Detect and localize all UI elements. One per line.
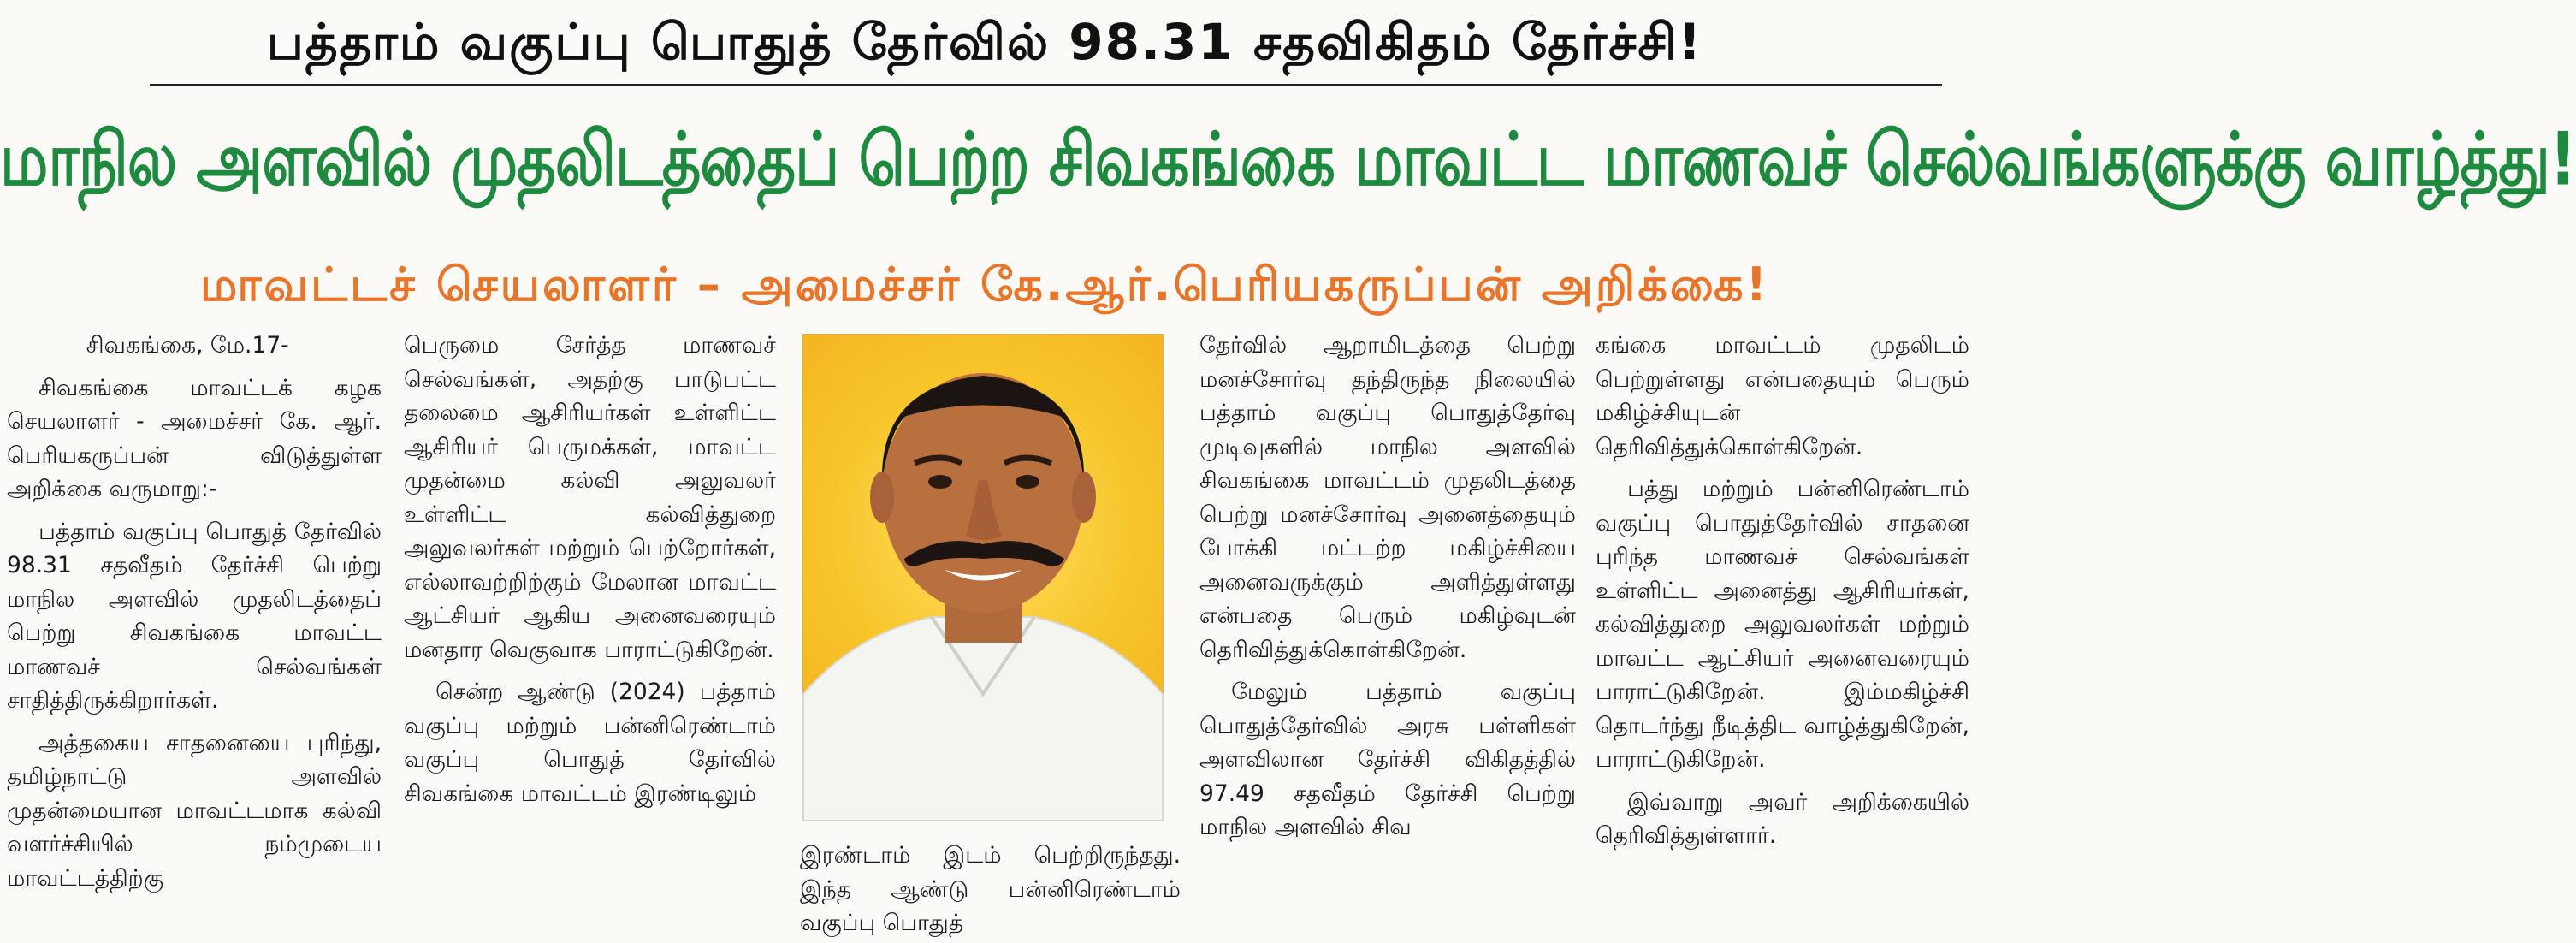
main-headline: மாநில அளவில் முதலிடத்தைப் பெற்ற சிவகங்கை மாவட்ட மாணவச் செல்வங்களுக்கு வாழ்த்து! bbox=[0, 116, 2576, 203]
paragraph: பத்தாம் வகுப்பு பொதுத் தேர்வில் 98.31 சதவீதம் தேர்ச்சி பெற்று மாநில அளவில் முதலிடத்தைப் பெற்று சிவகங்கை மாவட்ட மாணவச் செல்வங்கள் சாதித்திருக்கிறார்கள். bbox=[7, 518, 382, 714]
headline-divider bbox=[150, 84, 1942, 86]
portrait-photo bbox=[802, 334, 1164, 821]
paragraph: சென்ற ஆண்டு (2024) பத்தாம் வகுப்பு மற்றும் பன்னிரெண்டாம் வகுப்பு பொதுத் தேர்வில் சிவகங்கை மாவட்டம் இரண்டிலும் bbox=[404, 679, 776, 807]
article-column-3 bbox=[800, 839, 1181, 940]
article-column-5 bbox=[1596, 329, 1969, 862]
paragraph: பத்து மற்றும் பன்னிரெண்டாம் வகுப்பு பொதுத்தேர்வில் சாதனை புரிந்த மாணவச் செல்வங்கள் உள்ளிட்ட அனைத்து ஆசிரியர்கள், கல்வித்துறை அலுவலர்கள் மற்றும் மாவட்ட ஆட்சியர் அனைவரையும் பாராட்டுகிறேன். இம்மகிழ்ச்சி தொடர்ந்து நீடித்திட வாழ்த்துகிறேன், பாராட்டுகிறேன். bbox=[1596, 476, 1969, 773]
paragraph: அத்தகைய சாதனையை புரிந்து, தமிழ்நாட்டு அளவில் முதன்மையான மாவட்டமாக கல்வி வளர்ச்சியில் நம்முடைய மாவட்டத்திற்கு bbox=[7, 729, 382, 892]
dateline: சிவகங்கை, மே.17- bbox=[86, 332, 289, 359]
sub-headline: மாவட்டச் செயலாளர் – அமைச்சர் கே.ஆர்.பெரியகருப்பன் அறிக்கை! bbox=[199, 258, 1770, 311]
paragraph: தேர்வில் ஆறாமிடத்தை பெற்று மனச்சோர்வு தந்திருந்த நிலையில் பத்தாம் வகுப்பு பொதுத்தேர்வு முடிவுகளில் மாநில அளவில் சிவகங்கை மாவட்டம் முதலிடத்தை பெற்று மனச்சோர்வு அனைத்தையும் போக்கி மட்டற்ற மகிழ்ச்சியை அனைவருக்கும் அளித்துள்ளது என்பதை பெரும் மகிழ்வுடன் தெரிவித்துக்கொள்கிறேன். bbox=[1199, 332, 1576, 663]
paragraph: மேலும் பத்தாம் வகுப்பு பொதுத்தேர்வில் அரசு பள்ளிகள் அளவிலான தேர்ச்சி விகிதத்தில் 97.49 சதவீதம் தேர்ச்சி பெற்று மாநில அளவில் சிவ bbox=[1199, 679, 1576, 840]
article-column-4 bbox=[1199, 329, 1576, 853]
top-headline: பத்தாம் வகுப்பு பொதுத் தேர்வில் 98.31 சதவிகிதம் தேர்ச்சி! bbox=[266, 13, 1703, 71]
article-column-1 bbox=[7, 329, 382, 904]
paragraph: கங்கை மாவட்டம் முதலிடம் பெற்றுள்ளது என்பதையும் பெரும் மகிழ்ச்சியுடன் தெரிவித்துக்கொள்கிறேன். bbox=[1596, 332, 1969, 460]
paragraph: சிவகங்கை மாவட்டக் கழக செயலாளர் - அமைச்சர் கே. ஆர். பெரியகருப்பன் விடுத்துள்ள அறிக்கை வருமாறு:- bbox=[7, 374, 382, 502]
paragraph: பெருமை சேர்த்த மாணவச் செல்வங்கள், அதற்கு பாடுபட்ட தலைமை ஆசிரியர்கள் உள்ளிட்ட ஆசிரியர் பெருமக்கள், மாவட்ட முதன்மை கல்வி அலுவலர் உள்ளிட்ட கல்வித்துறை அலுவலர்கள் மற்றும் பெற்றோர்கள், எல்லாவற்றிற்கும் மேலான மாவட்ட ஆட்சியர் ஆகிய அனைவரையும் மனதார வெகுவாக பாராட்டுகிறேன். bbox=[404, 332, 776, 663]
paragraph: இவ்வாறு அவர் அறிக்கையில் தெரிவித்துள்ளார். bbox=[1596, 788, 1969, 849]
article-column-2 bbox=[404, 329, 776, 819]
portrait-photo-icon bbox=[803, 335, 1163, 821]
paragraph: இரண்டாம் இடம் பெற்றிருந்தது. இந்த ஆண்டு பன்னிரெண்டாம் வகுப்பு பொதுத் bbox=[800, 842, 1181, 936]
